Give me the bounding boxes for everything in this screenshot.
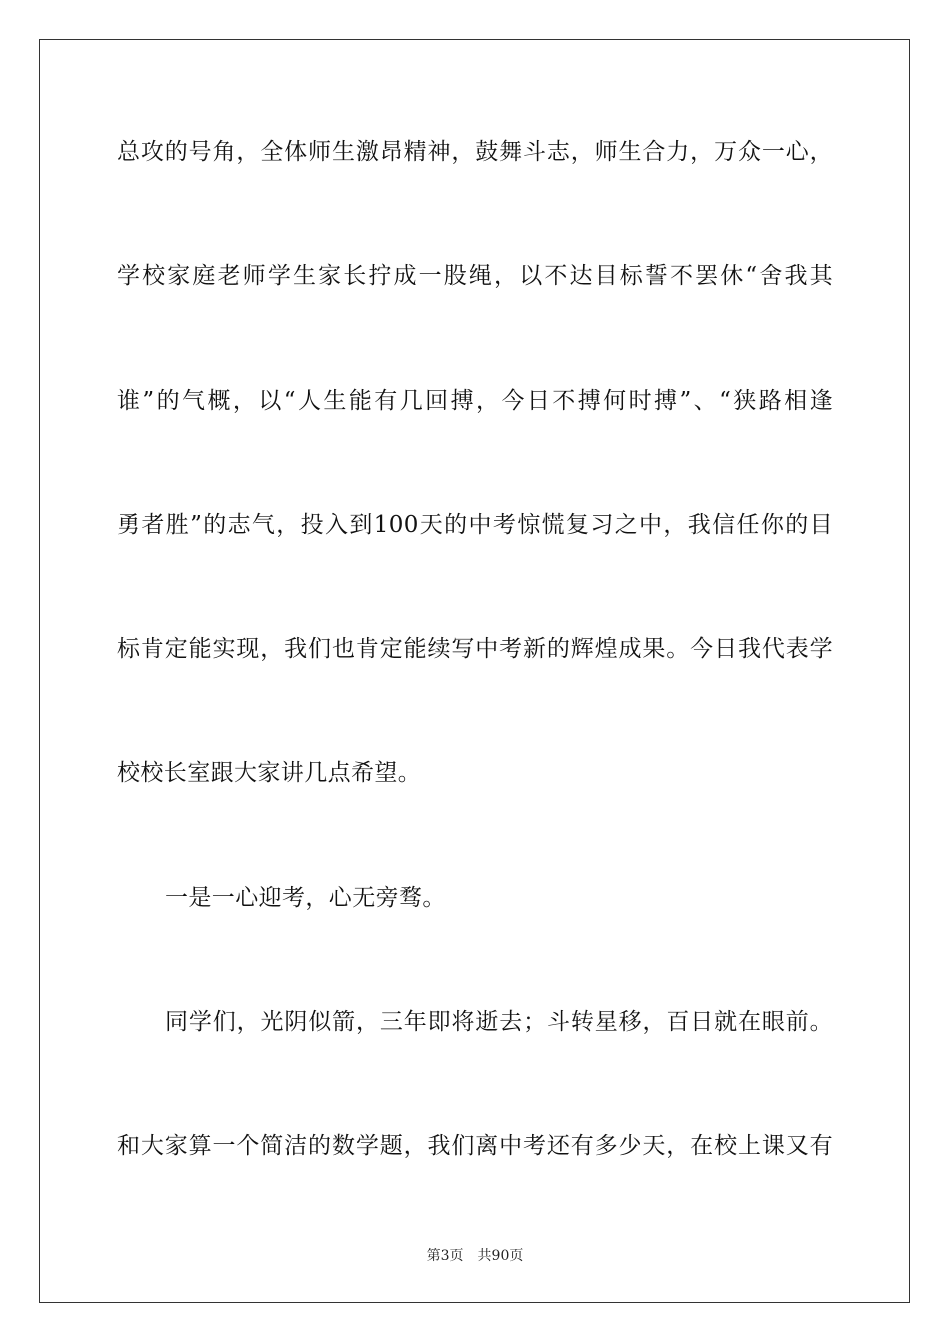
text-line: 标肯定能实现，我们也肯定能续写中考新的辉煌成果。今日我代表学: [117, 636, 833, 662]
text-line: 校校长室跟大家讲几点希望。: [117, 760, 422, 786]
page-total: 共90页: [477, 1248, 524, 1264]
text-line: 学校家庭老师学生家长拧成一股绳，以不达目标誓不罢休“舍我其: [117, 263, 833, 289]
page-number: 第3页: [426, 1248, 464, 1264]
text-line: 同学们，光阴似箭，三年即将逝去；斗转星移，百日就在眼前。: [165, 1009, 833, 1035]
text-line: 总攻的号角，全体师生激昂精神，鼓舞斗志，师生合力，万众一心，: [117, 139, 833, 165]
page-frame: [39, 39, 910, 1303]
text-line: 谁”的气概，以“人生能有几回搏，今日不搏何时搏”、“狭路相逢: [117, 388, 833, 414]
text-line: 勇者胜”的志气，投入到100天的中考惊慌复习之中，我信任你的目: [117, 512, 833, 538]
page-footer: [0, 1247, 950, 1265]
paragraph-heading: 一是一心迎考，心无旁骛。: [165, 885, 446, 911]
text-line: 和大家算一个简洁的数学题，我们离中考还有多少天，在校上课又有: [117, 1133, 833, 1159]
